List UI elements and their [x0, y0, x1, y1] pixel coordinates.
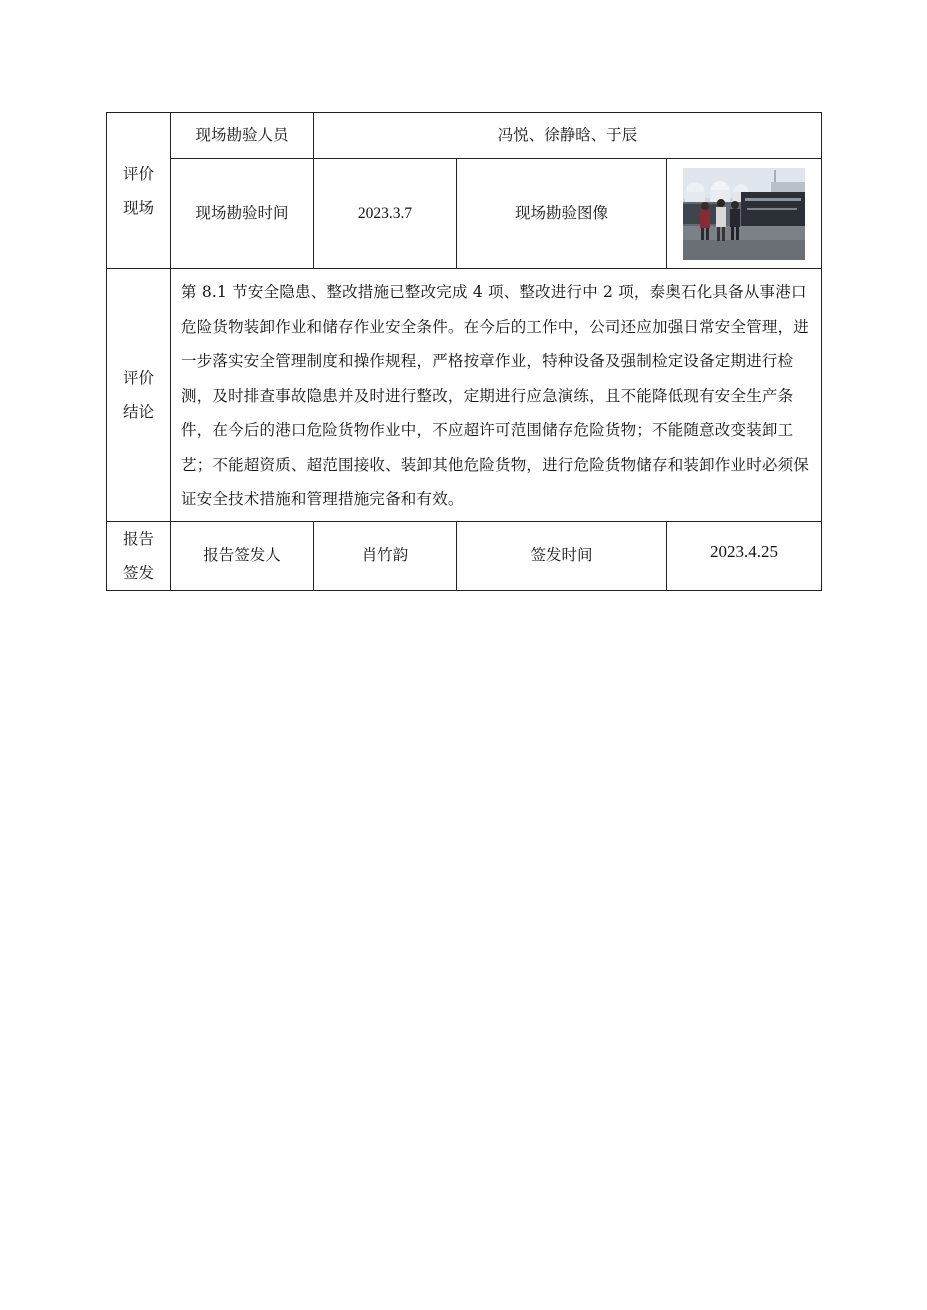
surveyors-row [107, 113, 822, 159]
signer-value: 肖竹韵 [314, 521, 457, 590]
eval-site-header: 评价 现场 [107, 113, 171, 269]
eval-conclusion-header: 评价 结论 [107, 269, 171, 522]
survey-time-label: 现场勘验时间 [171, 159, 314, 269]
site-inspection-photo [683, 168, 805, 260]
survey-image-cell [667, 159, 822, 269]
survey-time-value: 2023.3.7 [314, 159, 457, 269]
conclusion-text: 第 8.1 节安全隐患、整改措施已整改完成 4 项、整改进行中 2 项，泰奥石化具备从事港口危险货物装卸作业和储存作业安全条件。在今后的工作中，公司还应加强日常安全管理，进一步落实安全管理制度和操作规程，严格按章作业，特种设备及强制检定设备定期进行检测，及时排查事故隐患并及时进行整改，定期进行应急演练，且不能降低现有安全生产条件，在今后的港口危险货物作业中，不应超许可范围储存危险货物；不能随意改变装卸工艺；不能超资质、超范围接收、装卸其他危险货物，进行危险货物储存和装卸作业时必须保证安全技术措施和管理措施完备和有效。 [171, 269, 822, 522]
surveyors-value: 冯悦、徐静晗、于辰 [314, 113, 822, 159]
surveyors-label: 现场勘验人员 [171, 113, 314, 159]
issue-time-value: 2023.4.25 [667, 521, 822, 590]
survey-image-label: 现场勘验图像 [457, 159, 667, 269]
survey-time-row [107, 159, 822, 269]
evaluation-table [106, 112, 822, 591]
issue-time-label: 签发时间 [457, 521, 667, 590]
report-issue-header: 报告 签发 [107, 521, 171, 590]
issue-row [107, 521, 822, 590]
signer-label: 报告签发人 [171, 521, 314, 590]
conclusion-row [107, 269, 822, 522]
